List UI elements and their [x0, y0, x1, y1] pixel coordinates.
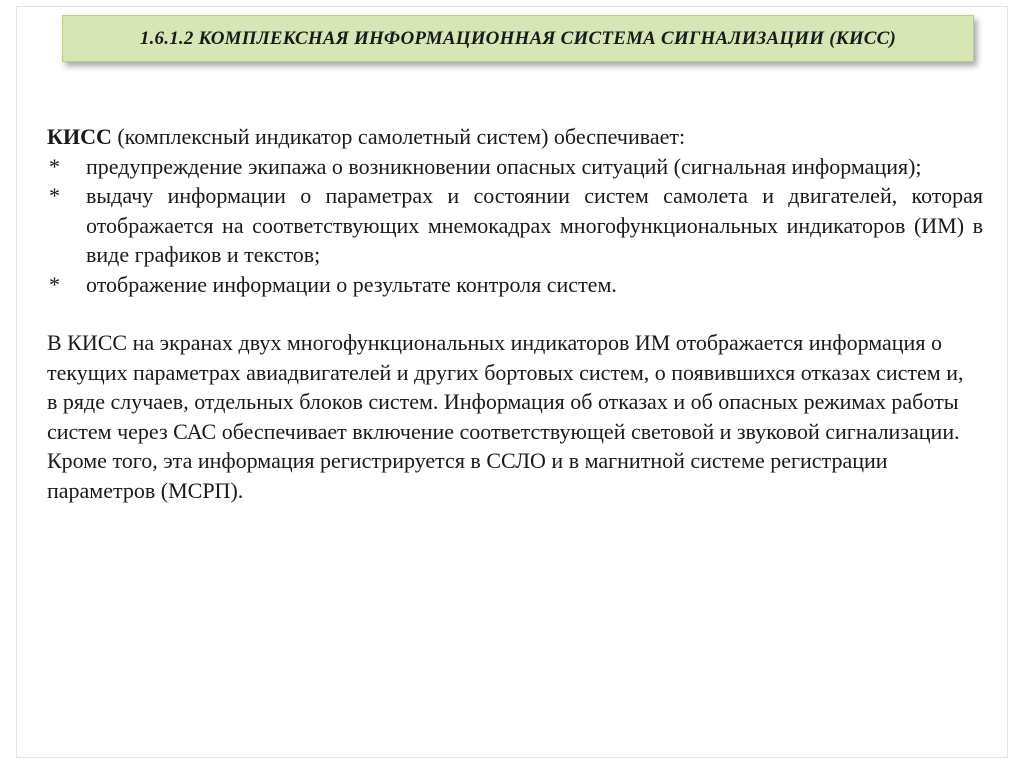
- slide-content: [47, 122, 983, 505]
- bullet-item: [47, 270, 983, 300]
- body-paragraph: В КИСС на экранах двух многофункциональных индикаторов ИМ отображается информация о текущих параметрах авиадвигателей и других бортовых систем, о появившихся отказах систем и, в ряде случаев, отдельных блоков систем. Информация об отказах и об опасных режимах работы систем через САС обеспечивает включение соответствующей световой и звуковой сигнализации. Кроме того, эта информация регистрируется в ССЛО и в магнитной системе регистрации параметров (МСРП).: [47, 330, 964, 503]
- bullet-item: [47, 181, 983, 270]
- bullet-marker: *: [49, 153, 60, 179]
- bullet-text: отображение информации о результате контроля систем.: [86, 271, 617, 297]
- title-banner: [62, 15, 974, 62]
- bullet-marker: *: [49, 183, 60, 208]
- bullet-text: выдачу информации о параметрах и состоянии систем самолета и двигателей, которая отображается на соответствующих мнемокадрах многофункциональных индикаторов (ИМ) в виде графиков и текстов;: [86, 183, 983, 267]
- intro-text: (комплексный индикатор самолетный систем) обеспечивает:: [111, 124, 686, 149]
- bullet-marker: *: [49, 271, 60, 297]
- bullet-list: [47, 152, 983, 300]
- intro-line: [47, 122, 983, 152]
- intro-term: КИСС: [47, 124, 112, 149]
- bullet-text: предупреждение экипажа о возникновении опасных ситуаций (сигнальная информация);: [86, 153, 922, 179]
- bullet-item: [47, 152, 983, 182]
- slide-title: 1.6.1.2 КОМПЛЕКСНАЯ ИНФОРМАЦИОННАЯ СИСТЕМА СИГНАЛИЗАЦИИ (КИСС): [139, 27, 897, 49]
